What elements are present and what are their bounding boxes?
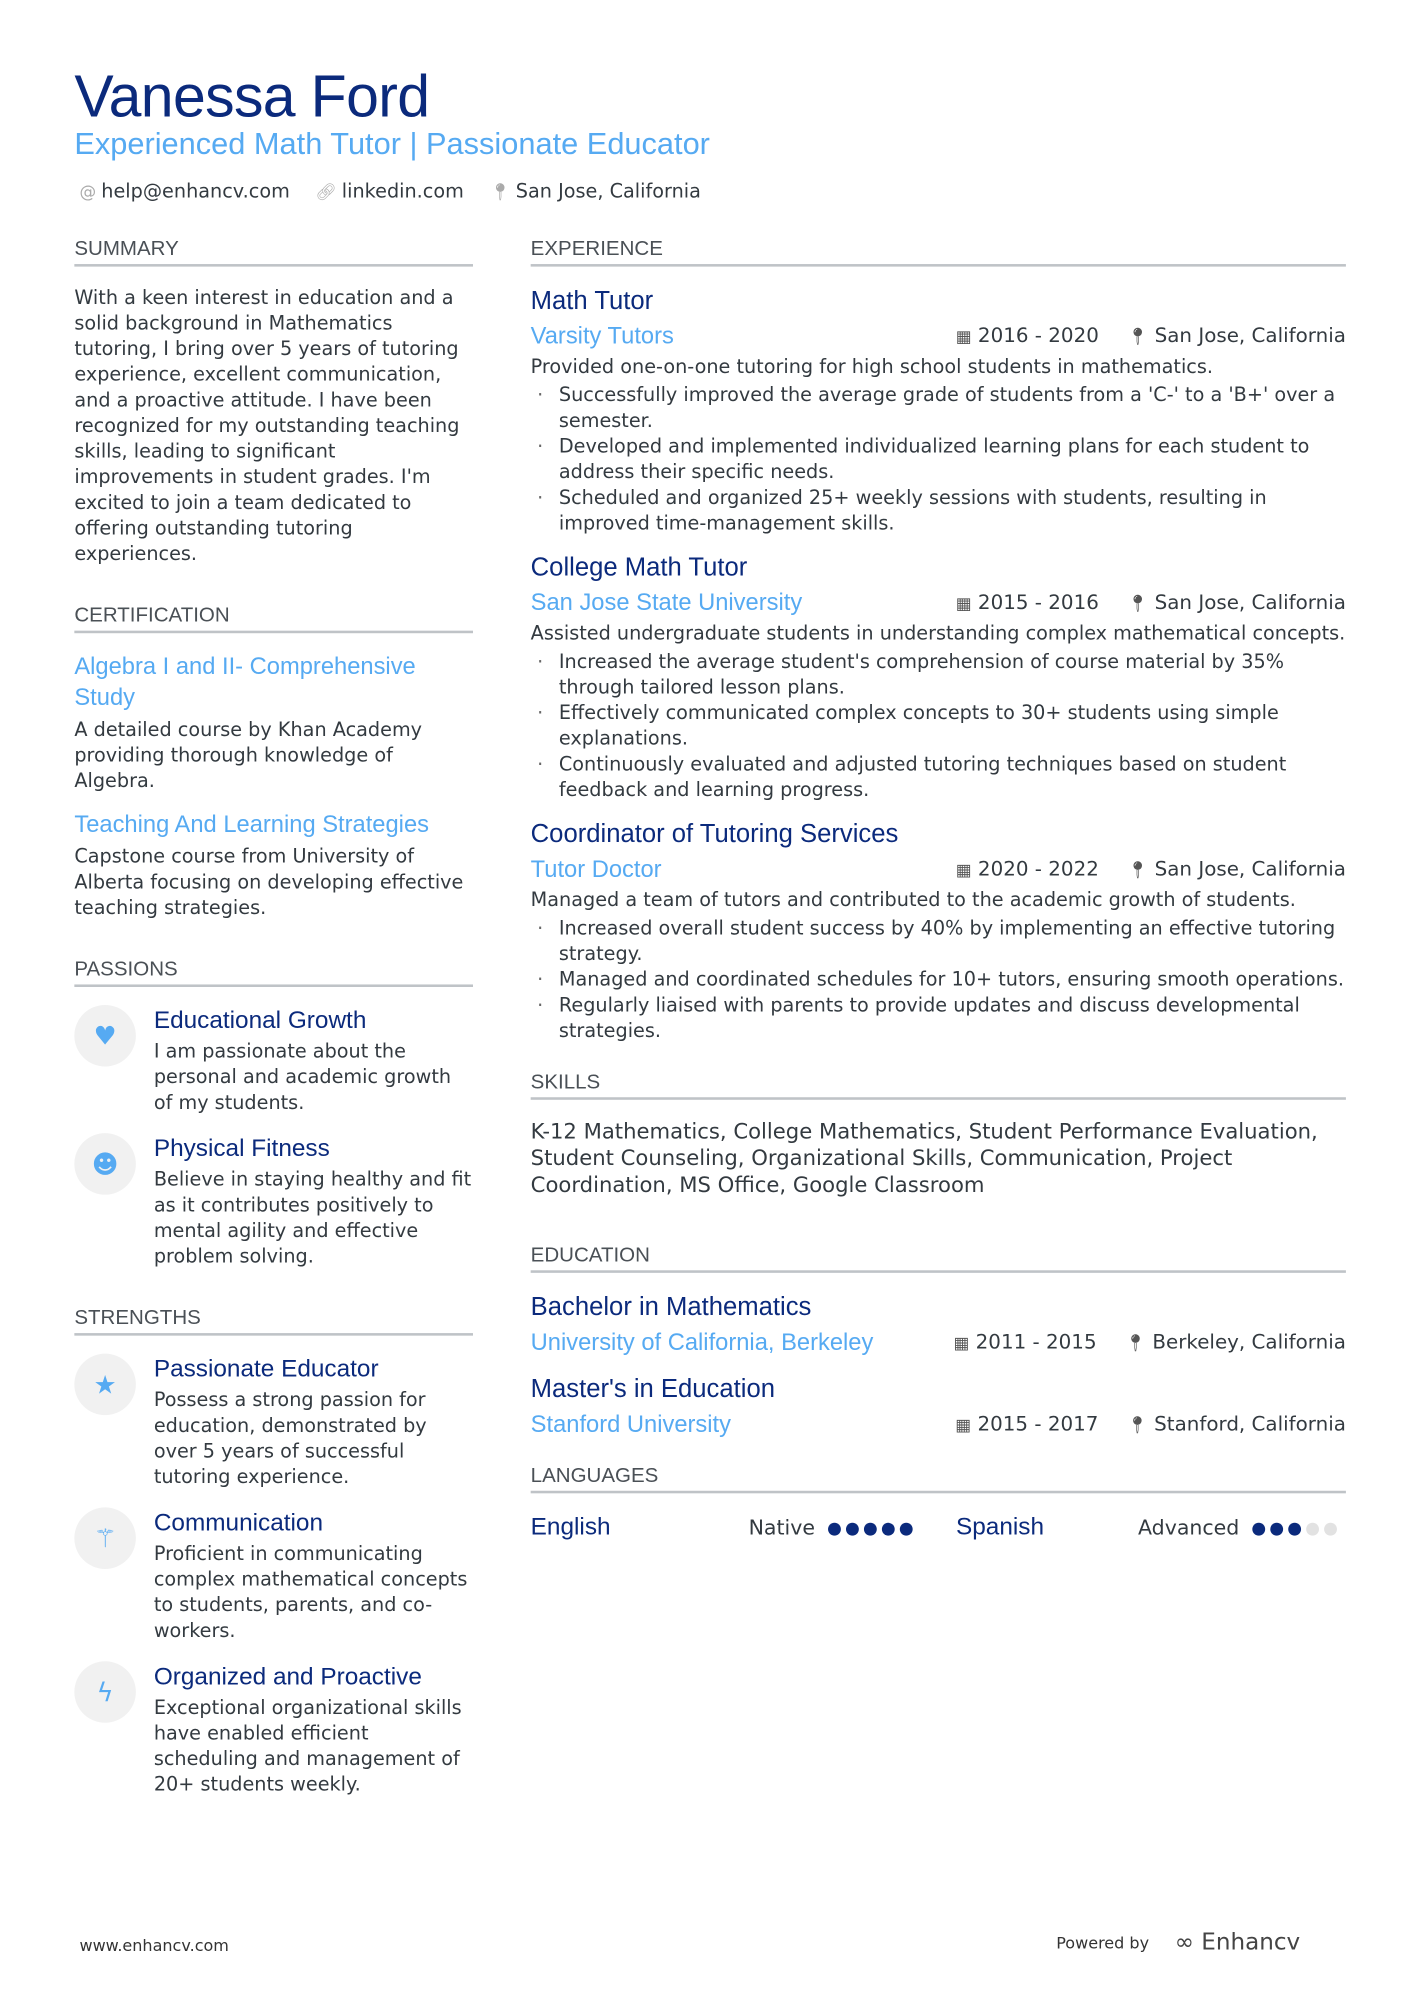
job-description: Assisted undergraduate students in understanding complex mathematical concepts.	[530, 621, 1346, 645]
language-name: Spanish	[955, 1513, 1045, 1541]
calendar-icon: ▦	[955, 1416, 972, 1436]
calendar-icon: ▦	[955, 328, 972, 348]
bullet-item: · Scheduled and organized 25+ weekly sessions with students, resulting in improved time-management skills.	[531, 485, 1346, 536]
proficiency-dot	[1306, 1522, 1319, 1535]
footer-site[interactable]: www.enhancv.com	[79, 1935, 229, 1955]
proficiency-dot	[1324, 1522, 1337, 1535]
right-column	[531, 238, 1346, 1544]
bullet-item: · Continuously evaluated and adjusted tutoring techniques based on student feedback and learning progress.	[531, 751, 1346, 802]
job-bullets	[531, 382, 1346, 536]
job-dates: 2015 - 2016	[977, 590, 1099, 614]
school-name: Stanford University	[530, 1410, 732, 1437]
proficiency-dot	[864, 1522, 877, 1535]
section-heading: STRENGTHS	[74, 1307, 473, 1335]
section-heading: SKILLS	[531, 1072, 1346, 1100]
proficiency-dot	[882, 1522, 895, 1535]
experience-item	[531, 285, 1346, 536]
job-title: College Math Tutor	[530, 553, 748, 582]
bullet-item: · Increased the average student's comprehension of course material by 35% through tailored lesson plans.	[531, 649, 1346, 700]
calendar-icon: ▦	[953, 1334, 970, 1354]
languages-list	[531, 1511, 1346, 1544]
passion-title: Educational Growth	[153, 1007, 367, 1035]
job-dates: 2016 - 2020	[977, 324, 1099, 348]
bolt-icon: ϟ	[74, 1661, 136, 1723]
powered-by: Powered by	[1056, 1932, 1150, 1953]
strength-title: Organized and Proactive	[153, 1663, 422, 1691]
experience-item	[531, 551, 1346, 802]
strength-desc: Possess a strong passion for education, demonstrated by over 5 years of successful tutoring experience.	[153, 1388, 427, 1489]
left-column	[74, 238, 473, 1815]
proficiency-dot	[1270, 1522, 1283, 1535]
location-icon: 📍︎	[489, 183, 511, 203]
strength-item	[74, 1507, 473, 1643]
job-title: Coordinator of Tutoring Services	[530, 820, 899, 849]
location-icon: 📍︎	[1126, 1416, 1148, 1436]
job-location: San Jose, California	[1154, 857, 1346, 881]
email[interactable]: help@enhancv.com	[101, 179, 290, 203]
proficiency-dot	[828, 1522, 841, 1535]
certification-item	[74, 651, 473, 793]
location-icon: 📍︎	[1124, 1334, 1146, 1354]
strength-title: Communication	[153, 1509, 324, 1537]
edu-location: Stanford, California	[1154, 1412, 1346, 1436]
passion-item	[74, 1133, 473, 1269]
bullet-item: · Regularly liaised with parents to provide updates and discuss developmental strategies.	[531, 992, 1346, 1043]
job-bullets	[531, 915, 1346, 1043]
job-bullets	[531, 649, 1346, 803]
language-dots	[1247, 1516, 1337, 1540]
language-dots	[823, 1516, 956, 1540]
skills-text: K-12 Mathematics, College Mathematics, Student Performance Evaluation, Student Counseling, Organizational Skills, Communication, Project Coordination, MS Office, Google Classroom	[530, 1119, 1318, 1198]
contact-info	[79, 179, 700, 202]
job-location: San Jose, California	[1154, 324, 1346, 348]
job-location: San Jose, California	[1154, 590, 1346, 614]
strength-desc: Exceptional organizational skills have enabled efficient scheduling and management of 20+ students weekly.	[153, 1695, 462, 1796]
location: San Jose, California	[515, 179, 701, 203]
calendar-icon: ▦	[955, 594, 972, 614]
section-heading: SUMMARY	[74, 238, 473, 266]
section-heading: EXPERIENCE	[531, 238, 1346, 266]
edu-dates: 2015 - 2017	[977, 1412, 1099, 1436]
link-icon: 🔗︎	[315, 183, 337, 203]
candidate-name: Vanessa Ford	[74, 62, 430, 130]
strength-item	[74, 1661, 473, 1797]
brain-icon: ☻	[74, 1133, 136, 1195]
bullet-item: · Successfully improved the average grade of students from a 'C-' to a 'B+' over a semester.	[531, 382, 1346, 433]
cert-desc: Capstone course from University of Alberta focusing on developing effective teaching strategies.	[74, 844, 464, 920]
bullet-item: · Developed and implemented individualized learning plans for each student to address their specific needs.	[531, 433, 1346, 484]
edu-location: Berkeley, California	[1152, 1330, 1346, 1354]
certification-item	[74, 809, 473, 921]
education-item	[531, 1291, 1346, 1358]
location-icon: 📍︎	[1127, 861, 1149, 881]
proficiency-dot	[1288, 1522, 1301, 1535]
bullet-item: · Effectively communicated complex concepts to 30+ students using simple explanations.	[531, 700, 1346, 751]
job-dates: 2020 - 2022	[977, 857, 1099, 881]
passion-desc: Believe in staying healthy and fit as it contributes positively to mental agility and effective problem solving.	[153, 1167, 472, 1268]
job-description: Managed a team of tutors and contributed to the academic growth of students.	[530, 888, 1296, 912]
heart-icon: ♥	[74, 1005, 136, 1067]
education-item	[531, 1373, 1346, 1440]
at-icon: @	[79, 183, 97, 203]
summary-text: With a keen interest in education and a solid background in Mathematics tutoring, I bring over 5 years of tutoring experience, excellent communication, and a proactive attitude. I have been recognized for my outstanding teaching skills, leading to significant improvements in student grades. I'm excited to join a team dedicated to offering outstanding tutoring experiences.	[74, 285, 460, 566]
candidate-title: Experienced Math Tutor | Passionate Educator	[74, 126, 710, 162]
cert-title: Algebra I and II- Comprehensive Study	[74, 652, 416, 711]
language-level: Advanced	[1138, 1515, 1240, 1540]
company-name: San Jose State University	[530, 588, 803, 616]
linkedin[interactable]: linkedin.com	[341, 179, 464, 203]
degree: Master's in Education	[530, 1375, 775, 1404]
wand-icon: ⚚	[74, 1507, 136, 1569]
proficiency-dot	[1252, 1522, 1265, 1535]
passion-title: Physical Fitness	[153, 1135, 330, 1163]
calendar-icon: ▦	[955, 861, 972, 881]
enhancv-logo: ∞ Enhancv	[1174, 1929, 1301, 1957]
bullet-item: · Increased overall student success by 40% by implementing an effective tutoring strategy.	[531, 915, 1346, 966]
school-name: University of California, Berkeley	[530, 1327, 874, 1355]
strength-item	[74, 1354, 473, 1490]
location-icon: 📍︎	[1127, 594, 1149, 614]
language-level: Native	[748, 1515, 815, 1540]
edu-dates: 2011 - 2015	[975, 1330, 1097, 1354]
company-name: Tutor Doctor	[530, 854, 662, 882]
job-description: Provided one-on-one tutoring for high school students in mathematics.	[530, 355, 1214, 379]
passion-item	[74, 1005, 473, 1115]
strength-desc: Proficient in communicating complex mathematical concepts to students, parents, and co-workers.	[153, 1542, 468, 1643]
bullet-item: · Managed and coordinated schedules for 10+ tutors, ensuring smooth operations.	[531, 966, 1346, 992]
degree: Bachelor in Mathematics	[530, 1293, 812, 1322]
proficiency-dot	[846, 1522, 859, 1535]
job-title: Math Tutor	[530, 287, 654, 316]
proficiency-dot	[900, 1522, 913, 1535]
section-heading: LANGUAGES	[531, 1465, 1346, 1493]
experience-item	[531, 818, 1346, 1044]
star-icon: ★	[74, 1354, 136, 1416]
location-icon: 📍︎	[1127, 328, 1149, 348]
infinity-icon: ∞	[1174, 1929, 1202, 1957]
company-name: Varsity Tutors	[530, 321, 674, 349]
section-heading: EDUCATION	[531, 1245, 1346, 1273]
strength-title: Passionate Educator	[153, 1356, 379, 1384]
section-heading: CERTIFICATION	[74, 605, 473, 633]
footer-brand	[1056, 1929, 1300, 1956]
section-heading: PASSIONS	[74, 959, 473, 987]
passion-desc: I am passionate about the personal and academic growth of my students.	[153, 1039, 452, 1114]
cert-desc: A detailed course by Khan Academy providing thorough knowledge of Algebra.	[74, 717, 423, 793]
language-name: English	[530, 1513, 611, 1541]
cert-title: Teaching And Learning Strategies	[74, 810, 429, 838]
